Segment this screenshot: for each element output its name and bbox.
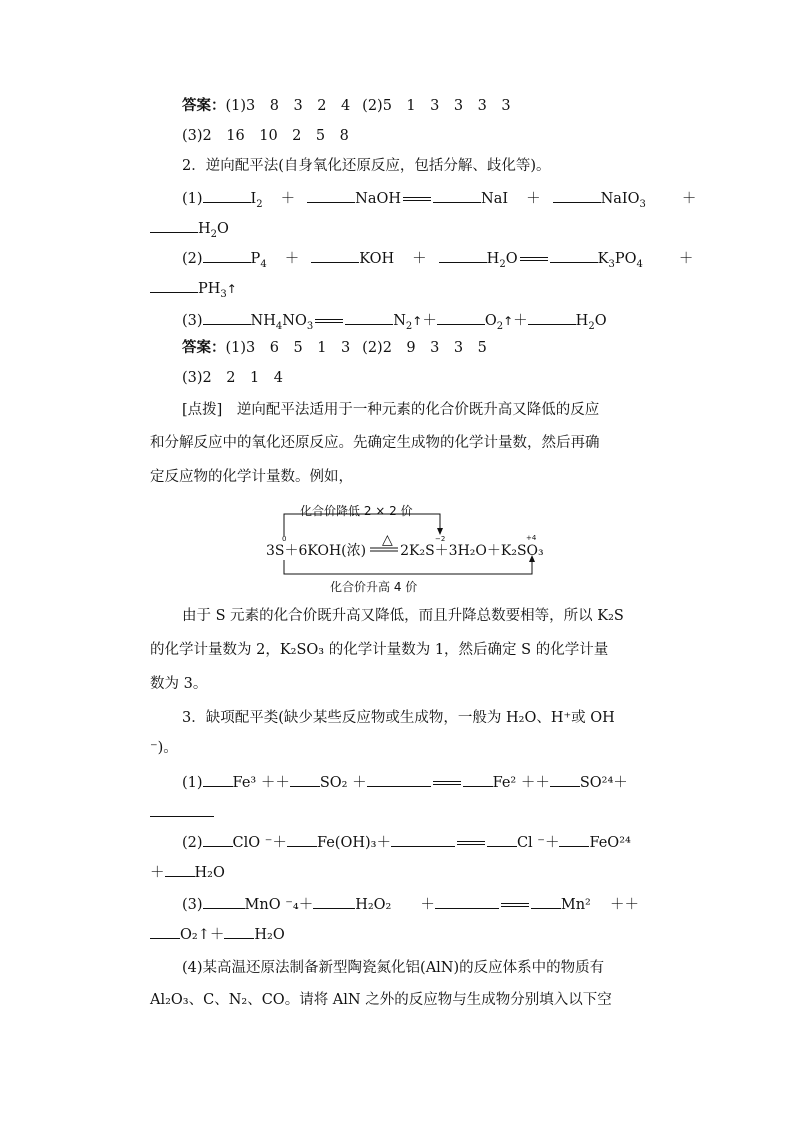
blank-field[interactable] [313,892,355,909]
section-3-heading-cont: ⁻)。 [150,740,178,756]
blank-field[interactable] [150,800,214,817]
question-2-cont: ＋ H₂O [150,860,225,883]
answer-line-3: 答案：(1)3 6 5 1 3 (2)2 9 3 3 5 [182,339,487,356]
answer-line-4: (3)2 2 1 4 [182,370,283,386]
blank-field[interactable] [391,830,455,847]
blank-field[interactable] [550,770,580,787]
blank-field[interactable] [287,830,317,847]
equals-sign [403,197,431,201]
blank-field[interactable] [203,892,245,909]
equals-sign [433,781,461,785]
blank-field[interactable] [433,186,481,203]
reaction-1-cont: $H_2O$ [150,216,229,245]
heat-symbol: △ [382,532,393,548]
blank-field[interactable] [437,308,485,325]
decrease-label: 化合价降低 2 × 2 价 [300,504,413,518]
question-3: (3) MnO ⁻₄＋ H₂O₂ ＋ Mn² ＋＋ [182,892,639,915]
answer-line-1: 答案：(1)3 8 3 2 4 (2)5 1 3 3 3 3 [182,97,511,114]
up-arrow-icon: ↑ [412,314,423,328]
blank-field[interactable] [528,308,576,325]
para-line-2: 的化学计量数为 2，K₂SO₃ 的化学计量数为 1，然后确定 S 的化学计量 [150,642,609,658]
reaction-1: (1) $I_2$ ＋ NaOH NaI ＋ NaIO$_3$ ＋ [182,186,696,215]
blank-field[interactable] [150,216,198,233]
para-line-3: 数为 3。 [150,676,208,692]
blank-field[interactable] [531,892,561,909]
up-arrow-icon: ↑ [503,314,514,328]
answer-line-2: (3)2 16 10 2 5 8 [182,128,349,144]
reaction-equation: 3S＋6KOH(浓) 2K₂S＋3H₂O＋K₂SO₃ [266,543,544,559]
blank-field[interactable] [367,770,431,787]
question-3-cont: O₂↑＋ H₂O [150,922,285,945]
section-3-heading: 3．缺项配平类(缺少某些反应物或生成物，一般为 H₂O、H⁺或 OH [182,710,615,726]
equals-sign [501,903,529,907]
blank-field[interactable] [559,830,589,847]
increase-label: 化合价升高 4 价 [330,580,418,594]
tip-line-2: 和分解反应中的氧化还原反应。先确定生成物的化学计量数，然后再确 [150,435,600,451]
tip-line-3: 定反应物的化学计量数。例如， [150,469,353,485]
blank-field[interactable] [224,922,254,939]
blank-field[interactable] [203,246,251,263]
equals-sign [520,257,548,261]
blank-field[interactable] [203,308,251,325]
blank-field[interactable] [203,186,251,203]
blank-field[interactable] [150,276,198,293]
blank-field[interactable] [553,186,601,203]
equals-sign [315,319,343,323]
blank-field[interactable] [307,186,355,203]
equals-sign [457,841,485,845]
question-1-cont [150,800,214,823]
reaction-2-cont: $PH_3↑$ [150,276,237,305]
blank-field[interactable] [439,246,487,263]
blank-field[interactable] [311,246,359,263]
reaction-3: (3) $NH_4NO_3$ $N_2↑+$ $O_2↑+ H_2O$ [182,308,607,337]
tip-line-1: [点拨] 逆向配平法适用于一种元素的化合价既升高又降低的反应 [182,402,600,418]
blank-field[interactable] [550,246,598,263]
question-4-line-1: (4)某高温还原法制备新型陶瓷氮化铝(AlN)的反应体系中的物质有 [182,960,605,976]
blank-field[interactable] [345,308,393,325]
blank-field[interactable] [463,770,493,787]
blank-field[interactable] [203,770,233,787]
up-arrow-icon: ↑ [226,282,237,296]
question-2: (2) ClO ⁻＋ Fe(OH)₃＋ Cl ⁻＋ FeO²⁴ [182,830,631,853]
blank-field[interactable] [290,770,320,787]
question-1: (1) Fe³ ＋＋ SO₂ ＋ Fe² ＋＋ SO²⁴＋ [182,770,628,793]
blank-field[interactable] [435,892,499,909]
section-2-heading: 2．逆向配平法(自身氧化还原反应，包括分解、歧化等)。 [182,158,551,174]
para-line-1: 由于 S 元素的化合价既升高又降低，而且升降总数要相等，所以 K₂S [182,608,624,624]
reaction-2: (2) $P_4$ ＋ KOH ＋ $H_2O$ $K_3PO_4$ ＋ [182,246,693,275]
blank-field[interactable] [165,860,195,877]
electron-transfer-diagram: 化合价降低 2 × 2 价 △ 0 −2 +4 3S＋6KOH(浓) 2K₂S＋3H₂O＋K₂SO₃ 化合价升高 4 价 [262,498,562,594]
blank-field[interactable] [487,830,517,847]
blank-field[interactable] [203,830,233,847]
blank-field[interactable] [150,922,180,939]
question-4-line-2: Al₂O₃、C、N₂、CO。请将 AlN 之外的反应物与生成物分别填入以下空 [150,992,612,1008]
